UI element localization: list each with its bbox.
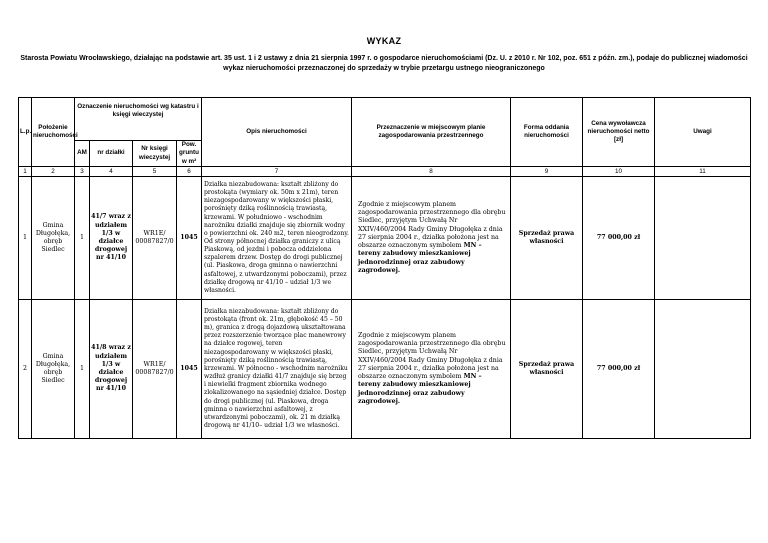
plan-text: Zgodnie z miejscowym planem zagospodarowania przestrzennego dla obrębu Siedlec, przyjętym Uchwałą Nr XXIV/460/2004 Rady Gminy Długołęka z dnia 27 sierpnia 2004 r., działka położona jest na obszarze oznaczonym symbolem <box>358 331 506 381</box>
row-am: 1 <box>75 300 90 439</box>
column-number: 4 <box>90 167 133 177</box>
row-opis: Działka niezabudowana: kształt zbliżony do prostokąta (wymiary ok. 50m x 21m), teren niezagospodarowany w większości płaski, porośnięty dziką roślinnością trawiastą, krzewami. W południowo - wschodnim narożniku działki znajduje się zbiornik wodny o powierzchni ok. 240 m2, teren nieogrodzony. Od strony północnej działka graniczy z ulicą Piaskową, od jezdni i pobocza oddzielona szpalerem drzew. Dostęp do drogi publicznej (ul. Piaskowa, droga gminna o nawierzchni asfaltowej, z utwardzonymi poboczami), przez działkę drogową nr 41/10 – udział 1/3 we własności. <box>202 177 352 300</box>
plan-text: Zgodnie z miejscowym planem zagospodarowania przestrzennego dla obrębu Siedlec, przyjętym Uchwałą Nr XXIV/460/2004 Rady Gminy Długołęka z dnia 27 sierpnia 2004 r., działka położona jest na obszarze oznaczonym symbolem <box>358 200 506 250</box>
header-am: AM <box>75 141 90 167</box>
row-opis: Działka niezabudowana: kształt zbliżony do prostokąta (front ok. 21m, głębokość 45 – 50 m), granica z drogą dojazdową ukształtowana przez rozszerzenie tworzące plac manewrowy na działce rogowej, teren niezagospodarowany w większości płaski, porośnięty dziką roślinnością trawiastą, krzewami. W północno - wschodnim narożniku wzdłuż granicy działki 41/7 znajduje się brzeg i niewielki fragment zbiornika wodnego zlokalizowanego na sąsiedniej działce. Dostęp do drogi publicznej (ul. Piaskowa, droga gminna o nawierzchni asfaltowej, z utwardzonymi poboczami), ok. 21 m działką drogową nr 41/10– udział 1/3 we własności. <box>202 300 352 439</box>
column-number: 2 <box>32 167 75 177</box>
header-oznaczenie: Oznaczenie nieruchomości wg katastru i księgi wieczystej <box>75 98 202 141</box>
header-polozenie: Położenie nieruchomości <box>32 98 75 167</box>
header-opis: Opis nieruchomości <box>202 98 352 167</box>
column-number: 9 <box>511 167 583 177</box>
row-uwagi <box>655 177 751 300</box>
row-am: 1 <box>75 177 90 300</box>
row-lp: 2 <box>19 300 32 439</box>
document-intro: Starosta Powiatu Wrocławskiego, działając na podstawie art. 35 ust. 1 i 2 ustawy z dnia 21 sierpnia 1997 r. o gospodarce nieruchomościami (Dz. U. z 2010 r. Nr 102, poz. 651 z późn. zm.), podaje do publicznej wiadomości wykaz nieruchomości przeznaczonej do sprzedaży w trybie przetargu ustnego nieograniczonego <box>20 55 748 72</box>
row-polozenie: Gmina Długołęka, obręb Siedlec <box>32 300 75 439</box>
plan-symbol: MN – tereny zabudowy mieszkaniowej jednorodzinnej oraz zabudowy zagrodowej. <box>358 242 482 275</box>
header-nr-dzialki: nr działki <box>90 141 133 167</box>
row-pow: 1045 <box>177 177 202 300</box>
row-nr-dzialki: 41/7 wraz z udziałem 1/3 w działce drogowej nr 41/10 <box>90 177 133 300</box>
row-nr-ksiegi: WR1E/ 00087827/0 <box>133 300 177 439</box>
row-pow: 1045 <box>177 300 202 439</box>
column-number: 8 <box>352 167 511 177</box>
column-number: 7 <box>202 167 352 177</box>
header-forma: Forma oddania nieruchomości <box>511 98 583 167</box>
row-nr-ksiegi: WR1E/ 00087827/0 <box>133 177 177 300</box>
property-table <box>18 97 751 439</box>
column-number: 6 <box>177 167 202 177</box>
column-number: 3 <box>75 167 90 177</box>
header-row-top <box>19 98 751 141</box>
document-title: WYKAZ <box>366 36 402 46</box>
header-lp: L.p. <box>19 98 32 167</box>
header-uwagi: Uwagi <box>655 98 751 167</box>
table-row <box>19 300 751 439</box>
row-cena: 77 000,00 zł <box>583 300 655 439</box>
table-row <box>19 177 751 300</box>
header-przeznaczenie: Przeznaczenie w miejscowym planie zagospodarowania przestrzennego <box>352 98 511 167</box>
row-lp: 1 <box>19 177 32 300</box>
plan-symbol: MN – tereny zabudowy mieszkaniowej jednorodzinnej oraz zabudowy zagrodowej. <box>358 373 482 406</box>
column-number: 5 <box>133 167 177 177</box>
column-number: 10 <box>583 167 655 177</box>
row-forma: Sprzedaż prawa własności <box>511 177 583 300</box>
header-cena: Cena wywoławcza nieruchomości netto [zł] <box>583 98 655 167</box>
header-pow: Pow. gruntu w m² <box>177 141 202 167</box>
row-przeznaczenie <box>352 300 511 439</box>
header-nr-ksiegi: Nr księgi wieczystej <box>133 141 177 167</box>
row-uwagi <box>655 300 751 439</box>
row-polozenie: Gmina Długołęka, obręb Siedlec <box>32 177 75 300</box>
row-przeznaczenie <box>352 177 511 300</box>
row-cena: 77 000,00 zł <box>583 177 655 300</box>
column-number-row <box>19 167 751 177</box>
row-forma: Sprzedaż prawa własności <box>511 300 583 439</box>
column-number: 1 <box>19 167 32 177</box>
column-number: 11 <box>655 167 751 177</box>
row-nr-dzialki: 41/8 wraz z udziałem 1/3 w działce drogowej nr 41/10 <box>90 300 133 439</box>
